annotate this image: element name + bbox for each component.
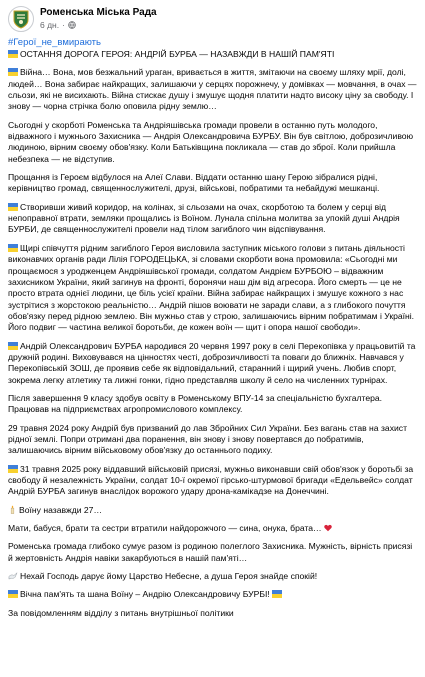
ukraine-flag-emoji [8, 68, 18, 76]
city-coat-of-arms-icon [12, 9, 30, 29]
post-paragraph: 31 травня 2025 року віддавший військовій присязі, мужньо виконавши свій обов'язок у боротьбі за свободу й незалежність України, солдат 10-ї окремої гірсько-штурмової бригади «Едельвейс» солдат Андрій БУРБА загинув внаслідок ворожого удару дрона-камікадзе на Донеччині. [8, 463, 414, 497]
post-meta [40, 19, 157, 31]
post-paragraph: Роменська громада глибоко сумує разом із родиною полеглого Захисника. Мужність, вірність присязі й жертовність Андрія навіки закарбуються в нашій пам'яті… [8, 541, 413, 563]
dove-emoji [8, 571, 18, 580]
post-paragraph: За повідомленням відділу з питань внутрішньої політики [8, 607, 234, 618]
ukraine-flag-emoji [8, 203, 18, 211]
ukraine-flag-emoji [8, 465, 18, 473]
post-paragraph: Після завершення 9 класу здобув освіту в Роменському ВПУ-14 за спеціальністю бухгалтера. Працював на підприємствах агропромислового комплексу. [8, 392, 383, 415]
ukraine-flag-emoji [8, 590, 18, 598]
header-text [40, 7, 157, 31]
hashtag-link[interactable]: #Герої_не_вмирають [8, 37, 101, 48]
ukraine-flag-emoji [8, 50, 18, 58]
page-name-link[interactable]: Роменська Міська Рада [40, 7, 157, 18]
post-paragraph: Андрій Олександрович БУРБА народився 20 червня 1997 року в селі Перекопівка у працьовитій та дружній родині. Виховувався на цінностях честі, доброзичливості та поваги до ближніх. Навчався у Перекопівській ЗОШ, де проявив себе як відповідальний, старанний і щирий учень. Любив спорт, зокрема легку атлетику та лижні гонки, гідно представляв школу й село на численних турнірах. [8, 340, 416, 385]
ukraine-flag-emoji [272, 590, 282, 598]
post-paragraph: ОСТАННЯ ДОРОГА ГЕРОЯ: АНДРІЙ БУРБА — НАЗАВЖДИ В НАШІЙ ПАМ'ЯТІ [8, 49, 417, 60]
post-paragraph: Мати, бабуся, брати та сестри втратили найдорожчого — сина, онука, брата… [8, 523, 417, 534]
post-paragraph: 29 травня 2024 року Андрій був призваний до лав Збройних Сил України. Без вагань став на захист рідної землі. Попри отримані два поранення, він знову і знову повертався до побратимів, залишаючись вірним військовому обов'язку до останнього подиху. [8, 422, 408, 456]
post-header [8, 5, 417, 33]
post-body [8, 49, 417, 619]
ukraine-flag-emoji [8, 342, 18, 350]
avatar[interactable] [8, 6, 34, 32]
post-time-link[interactable]: 6 дн. [40, 20, 60, 30]
post-paragraph: Вічна пам'ять та шана Воїну – Андрію Олександровичу БУРБІ! [8, 589, 417, 600]
globe-icon[interactable] [68, 21, 76, 29]
red-heart-emoji [324, 524, 332, 532]
post-paragraph: Сьогодні у скорботі Роменська та Андріяшівська громади провели в останню путь молодого, відважного і мужнього Захисника — Андрія Олександровича БУРБУ. Він був світлою, доброзичливою людиною, вірним своєму обов'язку. Коли Батьківщина покликала — став до зброї. Коли прийшла небезпека — не відступив. [8, 119, 414, 164]
post-paragraph: Нехай Господь дарує йому Царство Небесне, а душа Героя знайде спокій! [8, 571, 417, 582]
candle-emoji [8, 505, 17, 514]
post-paragraph: Війна… Вона, мов безжальний ураган, вривається в життя, змітаючи на своєму шляху мрії, долі, людей… Вона забирає найкращих, залишаючи у серцях порожнечу, у домівках — мовчання, в очах — сльози, які не висихають. Війна стискає душу і змушує щодня платити надто високу ціну за свободу. І знову — чорна стрічка болю оповила рідну землю… [8, 67, 417, 112]
ukraine-flag-emoji [8, 244, 18, 252]
meta-separator: · [62, 20, 65, 30]
post-paragraph: Прощання із Героєм відбулося на Алеї Слави. Віддати останню шану Герою зібралися рідні, керівництво громад, священнослужителі, друзі, військові, побратими та небайдужі мешканці. [8, 172, 380, 194]
post-paragraph: Воїну назавжди 27… [8, 505, 417, 516]
post-paragraph: Створивши живий коридор, на колінах, зі сльозами на очах, скорботою та болем у серці від непоправної втрати, земляки прощались із Воїном. Лунала спільна молитва за упокій душі Андрія БУРБИ, де священнослужителі провели над тілом загиблого чин відспівування. [8, 201, 400, 235]
post-paragraph: Щирі співчуття рідним загиблого Героя висловила заступник міського голови з питань діяльності виконавчих органів ради Лілія ГОРОДЕЦЬКА, зі словами скорботи вона промовила: «Сьогодні ми прощаємося з уродженцем Андріяшівської громади, солдатом Андрієм БУРБОЮ – відважним захисником України, який загинув на фронті, боронячи наш дім від агресора. Його смерть — це не просто втрата однієї людини, це біль усієї країни. Війна забирає найкращих і змушує кожного з нас зустрітися з жорстокою реальністю… Андрій пішов воювати не заради слави, а з глибокого почуття обов'язку перед рідною землею. Він мужньо став у строю, залишаючись вірним побратимам і Україні. Його подвиг — частина великої боротьби, де кожен воїн — щит і опора нашої свободи». [8, 242, 415, 333]
